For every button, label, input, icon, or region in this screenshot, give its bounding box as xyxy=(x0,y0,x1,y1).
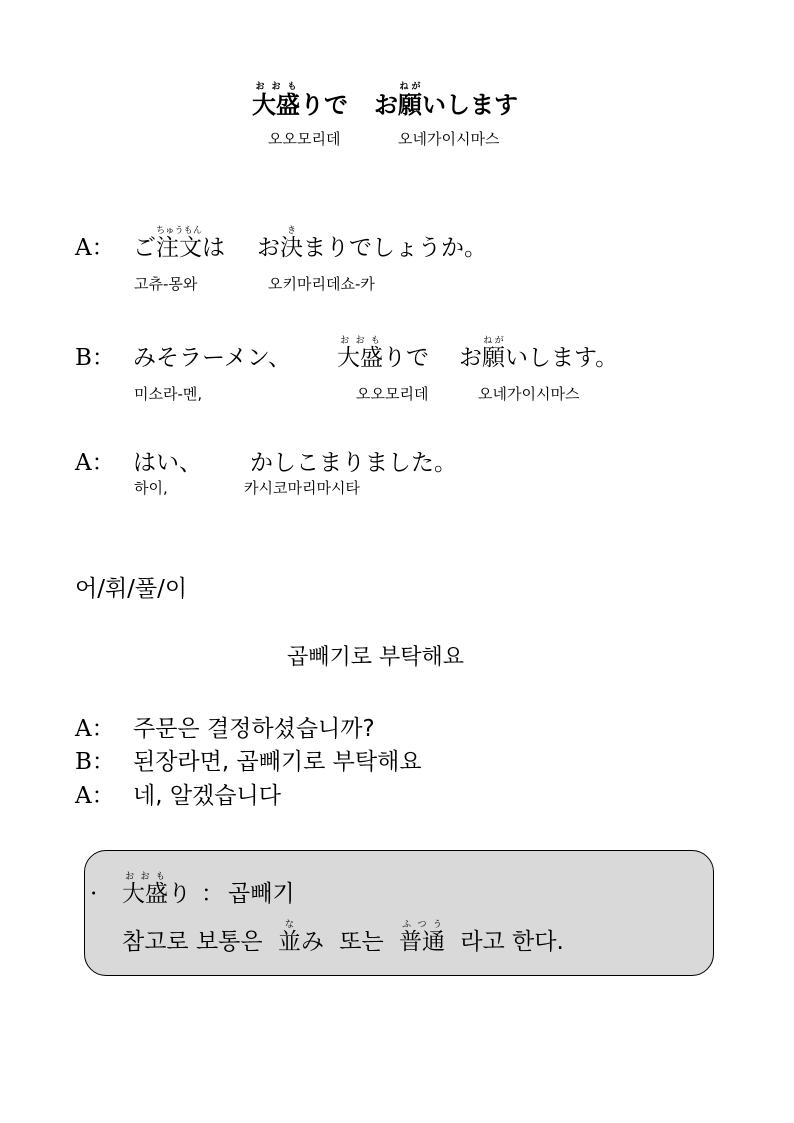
vocab-term-tail: り xyxy=(168,881,191,907)
korean-line-text: 주문은 결정하셨습니까? xyxy=(133,716,375,742)
note-prefix: 참고로 보통은 xyxy=(122,929,263,955)
reading-text: 오네가이시마스 xyxy=(478,385,580,403)
reading-text: 오오모리데 xyxy=(268,130,341,148)
plain-text: お xyxy=(459,345,483,371)
plain-text: はい、 xyxy=(133,450,202,476)
korean-line-1 xyxy=(75,710,375,743)
furigana-word: 決き xyxy=(280,226,303,261)
reading-text: 하이, xyxy=(134,479,168,497)
vocab-word-futsuu: 普通ふつう xyxy=(399,920,445,955)
dialogue-line-3 xyxy=(75,444,457,477)
speaker-label: A： xyxy=(75,716,115,742)
furigana-word: 大盛おおも xyxy=(252,82,300,119)
furigana-word: 願ねが xyxy=(398,82,422,119)
reading-text: 미소라-멘, xyxy=(134,385,203,403)
reading-text: 고츄-몽와 xyxy=(134,275,198,293)
plain-text: りで xyxy=(300,90,348,119)
speaker-label: A： xyxy=(75,783,115,809)
plain-text: は xyxy=(202,235,225,261)
reading-text: 오네가이시마스 xyxy=(398,130,500,148)
vocab-heading: 어/휘/풀/이 xyxy=(75,576,188,602)
furigana-word: 注文ちゅうもん xyxy=(156,226,202,261)
text-segment xyxy=(133,339,291,372)
text-segment xyxy=(374,82,518,120)
speaker-label: A： xyxy=(75,235,115,261)
vocab-note-line xyxy=(122,920,564,956)
plain-text: いします xyxy=(422,90,518,119)
korean-title: 곱빼기로 부탁해요 xyxy=(287,645,465,670)
vocab-term: 大盛おおも xyxy=(122,872,168,907)
reading-text: 오키마리데쇼-카 xyxy=(268,275,375,293)
plain-text: いします。 xyxy=(505,345,619,371)
note-mid: 또는 xyxy=(339,929,384,955)
reading-text: 오오모리데 xyxy=(356,385,429,403)
text-segment xyxy=(133,444,202,477)
vocab-meaning: 곱빼기 xyxy=(228,881,295,907)
bullet: · xyxy=(90,881,98,907)
word-tail: み xyxy=(300,929,324,955)
text-segment xyxy=(337,336,429,372)
reading-text: 카시코마리마시타 xyxy=(244,479,360,497)
note-suffix: 라고 한다. xyxy=(460,929,564,955)
korean-line-text: 네, 알겠습니다 xyxy=(133,783,281,809)
korean-line-2 xyxy=(75,743,422,776)
text-segment xyxy=(250,444,457,477)
furigana-word: 願ねが xyxy=(482,336,506,371)
plain-text: お xyxy=(257,235,280,261)
page-title xyxy=(252,82,518,120)
speaker-label: B： xyxy=(75,749,115,775)
plain-text: みそラーメン、 xyxy=(133,345,292,371)
text-segment xyxy=(133,226,225,262)
plain-text: りで xyxy=(383,345,430,371)
korean-line-text: 된장라면, 곱빼기로 부탁해요 xyxy=(133,749,422,775)
plain-text: まりでしょうか。 xyxy=(303,235,487,261)
dialogue-line-2 xyxy=(75,336,618,372)
text-segment xyxy=(257,226,487,262)
speaker-label: B： xyxy=(75,345,115,371)
separator: ： xyxy=(201,881,224,907)
furigana-word: 大盛おおも xyxy=(337,336,384,371)
vocab-term-line xyxy=(90,872,295,908)
vocab-word-nami: 並な xyxy=(277,920,301,955)
speaker-label: A： xyxy=(75,450,115,476)
plain-text: かしこまりました。 xyxy=(250,450,457,476)
text-segment xyxy=(252,82,348,120)
dialogue-line-1 xyxy=(75,226,487,262)
korean-line-3 xyxy=(75,777,281,810)
text-segment xyxy=(459,336,618,372)
plain-text: ご xyxy=(133,235,156,261)
plain-text: お xyxy=(374,90,398,119)
vocab-note-box xyxy=(84,850,714,976)
